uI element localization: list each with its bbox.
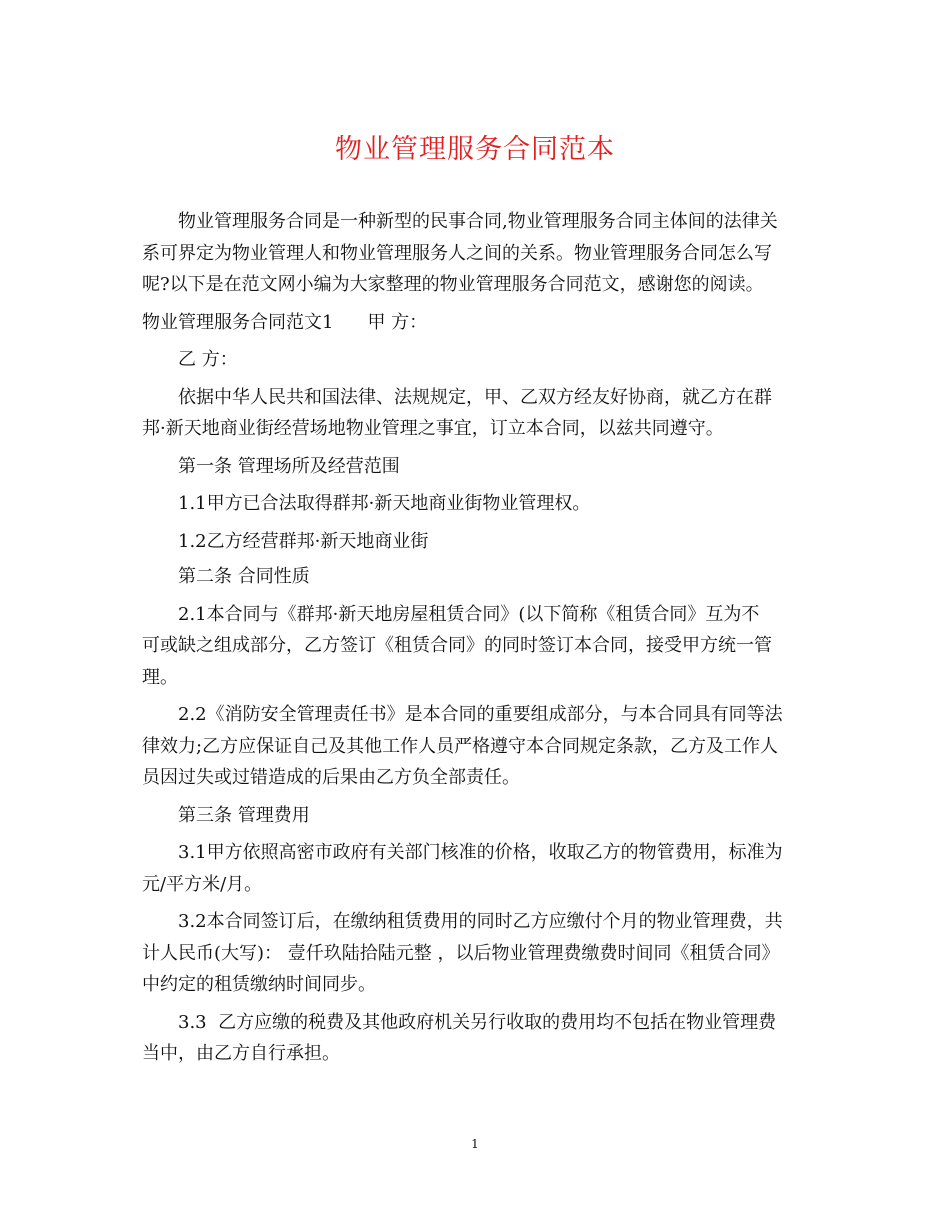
- sample-heading-line: [142, 307, 812, 339]
- clause-line: 员因过失或过错造成的后果由乙方负全部责任。: [142, 767, 520, 788]
- article3-title: 第三条 管理费用: [178, 804, 310, 826]
- clause-line: 3.1甲方依照高密市政府有关部门核准的价格，收取乙方的物管费用，标准为: [178, 842, 783, 863]
- preamble-paragraph: [142, 382, 812, 445]
- clause-line: 3.3 乙方应缴的税费及其他政府机关另行收取的费用均不包括在物业管理费: [178, 1011, 777, 1033]
- clause-line: 元/平方米/月。: [142, 873, 263, 895]
- preamble-line: 依据中华人民共和国法律、法规规定，甲、乙双方经友好协商，就乙方在群: [178, 386, 772, 408]
- document-body: [142, 206, 812, 1076]
- clause-3-3: [142, 1007, 812, 1070]
- clause-line: 计人民币(大写)： 壹仟玖陆拾陆元整 ，以后物业管理费缴费时间同《租赁合同》: [142, 942, 780, 964]
- clause-line: 理。: [142, 666, 178, 688]
- clause-line: 可或缺之组成部分，乙方签订《租赁合同》的同时签订本合同，接受甲方统一管: [142, 635, 772, 656]
- intro-paragraph: [142, 206, 812, 301]
- clause-line: 律效力;乙方应保证自己及其他工作人员严格遵守本合同规定条款，乙方及工作人: [142, 735, 779, 757]
- article1-title: 第一条 管理场所及经营范围: [178, 455, 400, 477]
- clause-3-1: [142, 837, 812, 900]
- party-a-label: 甲 方：: [367, 311, 428, 333]
- document-title: 物业管理服务合同范本: [335, 134, 615, 165]
- page-number: 1: [471, 1137, 479, 1151]
- clause-line: 3.2本合同签订后，在缴纳租赁费用的同时乙方应缴付个月的物业管理费，共: [178, 911, 783, 932]
- intro-line: 系可界定为物业管理人和物业管理服务人之间的关系。物业管理服务合同怎么写: [142, 242, 772, 264]
- clause-line: 中约定的租赁缴纳时间同步。: [142, 974, 376, 995]
- clause-2-1: [142, 599, 812, 694]
- party-b-label: 乙 方：: [178, 349, 238, 370]
- intro-line: 呢?以下是在范文网小编为大家整理的物业管理服务合同范文，感谢您的阅读。: [142, 274, 764, 295]
- intro-line: 物业管理服务合同是一种新型的民事合同,物业管理服务合同主体间的法律关: [178, 211, 778, 232]
- article2-title: 第二条 合同性质: [178, 566, 310, 587]
- clause-1-1: 1.1甲方已合法取得群邦·新天地商业街物业管理权。: [178, 493, 591, 514]
- clause-line: 2.2《消防安全管理责任书》是本合同的重要组成部分，与本合同具有同等法: [178, 704, 783, 725]
- clause-1-2: 1.2乙方经营群邦·新天地商业街: [178, 530, 429, 552]
- clause-3-2: [142, 906, 812, 1001]
- clause-line: 当中，由乙方自行承担。: [142, 1043, 340, 1064]
- clause-2-2: [142, 699, 812, 794]
- clause-line: 2.1本合同与《群邦·新天地房屋租赁合同》(以下简称《租赁合同》互为不: [178, 603, 760, 625]
- sample-heading: 物业管理服务合同范文1: [142, 311, 334, 333]
- preamble-line: 邦·新天地商业街经营场地物业管理之事宜，订立本合同，以兹共同遵守。: [142, 418, 724, 439]
